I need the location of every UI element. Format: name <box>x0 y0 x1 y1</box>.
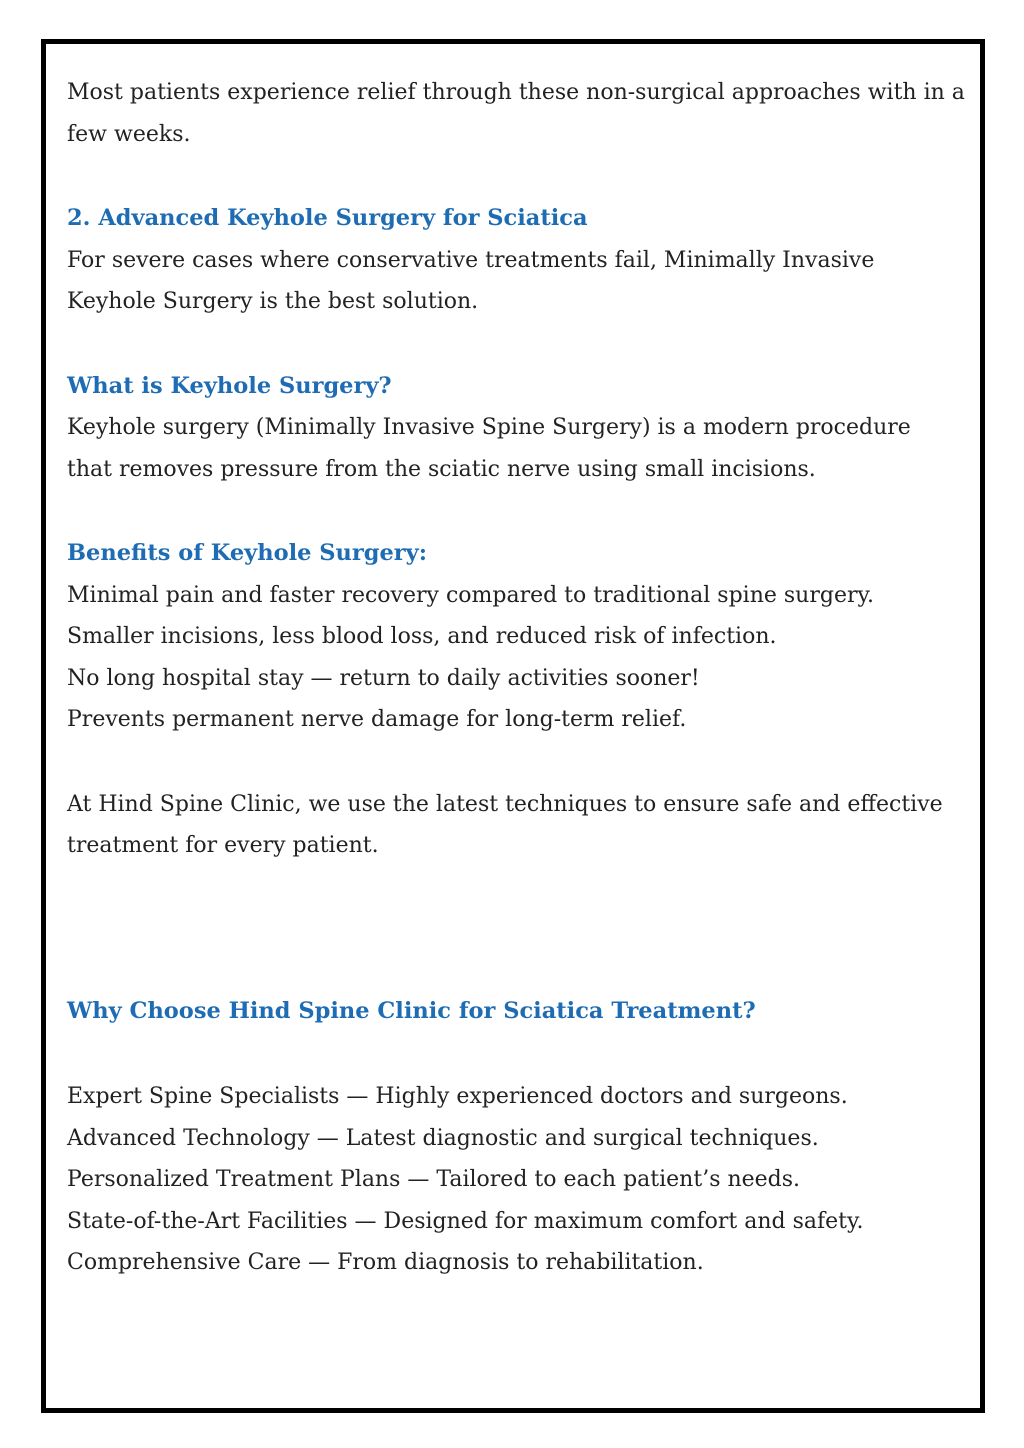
intro-line: few weeks. <box>67 121 191 147</box>
benefit-item: Smaller incisions, less blood loss, and reduced risk of infection. <box>67 624 777 649</box>
what-is-paragraph <box>67 407 967 490</box>
why-choose-item: Personalized Treatment Plans — Tailored to each patient’s needs. <box>67 1167 801 1192</box>
intro-paragraph <box>67 72 967 155</box>
what-is-line: that removes pressure from the sciatic nerve using small incisions. <box>67 456 816 482</box>
benefits-list <box>67 575 967 741</box>
clinic-note-line: At Hind Spine Clinic, we use the latest techniques to ensure safe and effective <box>67 791 943 817</box>
why-choose-list <box>67 1076 967 1284</box>
what-is-line: Keyhole surgery (Minimally Invasive Spine Surgery) is a modern procedure <box>67 415 911 440</box>
clinic-note-line: treatment for every patient. <box>67 833 379 858</box>
why-choose-heading: Why Choose Hind Spine Clinic for Sciatica Treatment? <box>67 997 756 1024</box>
why-choose-item: Expert Spine Specialists — Highly experienced doctors and surgeons. <box>67 1084 848 1109</box>
section2-paragraph <box>67 240 967 323</box>
benefits-heading: Benefits of Keyhole Surgery: <box>67 540 428 566</box>
why-choose-item: Advanced Technology — Latest diagnostic and surgical techniques. <box>67 1125 819 1151</box>
why-choose-item: State-of-the-Art Facilities — Designed for maximum comfort and safety. <box>67 1208 864 1234</box>
why-choose-item: Comprehensive Care — From diagnosis to rehabilitation. <box>67 1250 704 1275</box>
intro-line: Most patients experience relief through these non-surgical approaches with in a <box>67 80 965 105</box>
section2-line: For severe cases where conservative treatments fail, Minimally Invasive <box>67 247 875 273</box>
clinic-note-paragraph <box>67 784 967 867</box>
benefit-item: No long hospital stay — return to daily activities sooner! <box>67 665 700 691</box>
section2-line: Keyhole Surgery is the best solution. <box>67 289 479 314</box>
page-frame <box>41 39 985 1413</box>
benefit-item: Prevents permanent nerve damage for long-term relief. <box>67 707 687 732</box>
benefit-item: Minimal pain and faster recovery compared to traditional spine surgery. <box>67 582 874 608</box>
section2-heading: 2. Advanced Keyhole Surgery for Sciatica <box>67 205 588 231</box>
document-body <box>67 72 967 1284</box>
what-is-heading: What is Keyhole Surgery? <box>67 372 392 399</box>
